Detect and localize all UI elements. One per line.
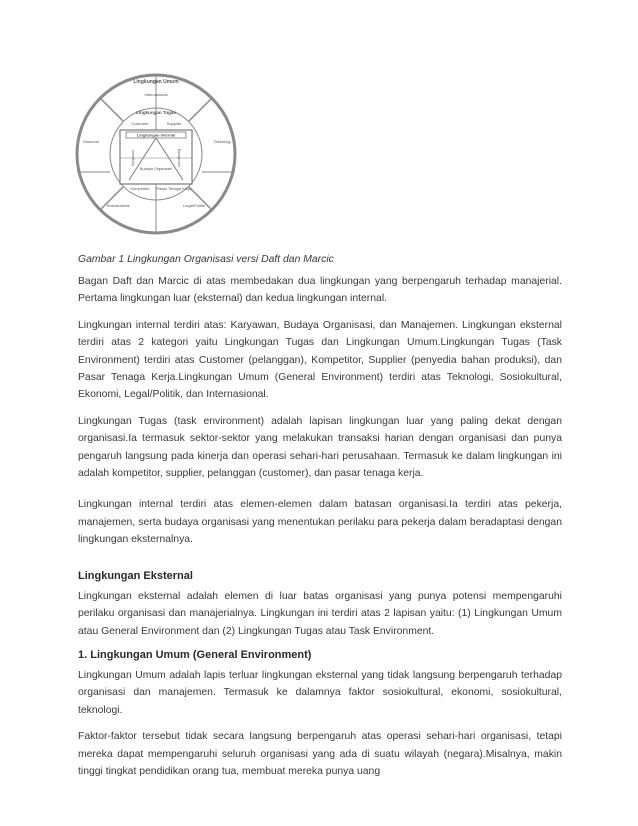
paragraph-external-environment: Lingkungan eksternal adalah elemen di luar batas organisasi yang punya potensi mempengaruhi perilaku organisasi dan manajerialnya. Lingkungan ini terdiri atas 2 lapisan yaitu: (1) Lingkungan Umum atau General Environment dan (2) Lingkungan Tugas atau Task Environment.: [78, 590, 562, 637]
heading-external-environment: Lingkungan Eksternal: [78, 569, 193, 582]
management-label: Manajemen: [177, 148, 181, 168]
culture-label: Budaya Organisasi: [139, 167, 173, 171]
organization-environment-diagram: [74, 72, 238, 236]
legal-political-label: Legal/Politik: [183, 203, 205, 208]
supplier-label: Supplier: [166, 121, 182, 126]
competitors-label: Kompetitor: [130, 186, 150, 191]
labor-market-label: Pasar Tenaga Kerja: [156, 186, 192, 191]
outer-env-label: Lingkungan Umum: [133, 79, 179, 85]
task-env-label: Lingkungan Tugas: [136, 110, 176, 115]
paragraph-intro: Bagan Daft dan Marcic di atas membedakan dua lingkungan yang berpengaruh terhadap manajerial. Pertama lingkungan luar (eksternal) dan kedua lingkungan internal.: [78, 276, 562, 305]
paragraph-task-environment: Lingkungan Tugas (task environment) adalah lapisan lingkungan luar yang paling dekat dengan organisasi.Ia termasuk sektor-sektor yang melakukan transaksi harian dengan organisasi dan punya pengaruh langsung pada kinerja dan operasi sehari-hari perusahaan. Termasuk ke dalam lingkungan ini adalah kompetitor, supplier, pelanggan (customer), dan pasar tenaga kerja.: [78, 415, 562, 480]
international-label: Internasional: [144, 92, 168, 97]
internal-env-label: Lingkungan Internal: [136, 132, 176, 138]
document-body: [78, 254, 562, 789]
employees-label: Karyawan: [131, 150, 135, 166]
technology-label: Teknologi: [213, 139, 231, 144]
paragraph-internal-environment: Lingkungan internal terdiri atas elemen-elemen dalam batasan organisasi.Ia terdiri atas pekerja, manajemen, serta budaya organisasi yang menentukan perilaku para pekerja dalam beradaptasi dengan lingkungan eksternalnya.: [78, 499, 562, 546]
paragraph-internal-external: Lingkungan internal terdiri atas: Karyawan, Budaya Organisasi, dan Manajemen. Lingkungan eksternal terdiri atas 2 kategori yaitu Lingkungan Tugas dan Lingkungan Umum.Lingkungan Tugas (Task Environment) terdiri atas Customer (pelanggan), Kompetitor, Supplier (penyedia bahan produksi), dan Pasar Tenaga Kerja.Lingkungan Umum (General Environment) terdiri atas Teknologi, Sosiokultural, Ekonomi, Legal/Politik, dan Internasional.: [78, 319, 562, 401]
sociocultural-label: Sosiokultural: [106, 203, 130, 208]
figure-caption: Gambar 1 Lingkungan Organisasi versi Daft dan Marcic: [78, 254, 334, 265]
economy-label: Ekonomi: [83, 139, 99, 144]
paragraph-general-environment: Lingkungan Umum adalah lapis terluar lingkungan eksternal yang tidak langsung berpengaruh terhadap organisasi dan manajemen. Termasuk ke dalamnya faktor sosiokultural, ekonomi, sosiokultural, teknologi.: [78, 669, 562, 716]
customer-label: Customer: [131, 121, 149, 126]
heading-general-environment: 1. Lingkungan Umum (General Environment): [78, 648, 312, 661]
paragraph-factors: Faktor-faktor tersebut tidak secara langsung berpengaruh atas operasi sehari-hari organisasi, tetapi mereka dapat mempengaruhi seluruh organisasi yang ada di suatu wilayah (negara).Misalnya, makin tinggi tingkat pendidikan orang tua, membuat mereka punya uang: [78, 731, 562, 777]
diagram-svg: [74, 72, 238, 236]
